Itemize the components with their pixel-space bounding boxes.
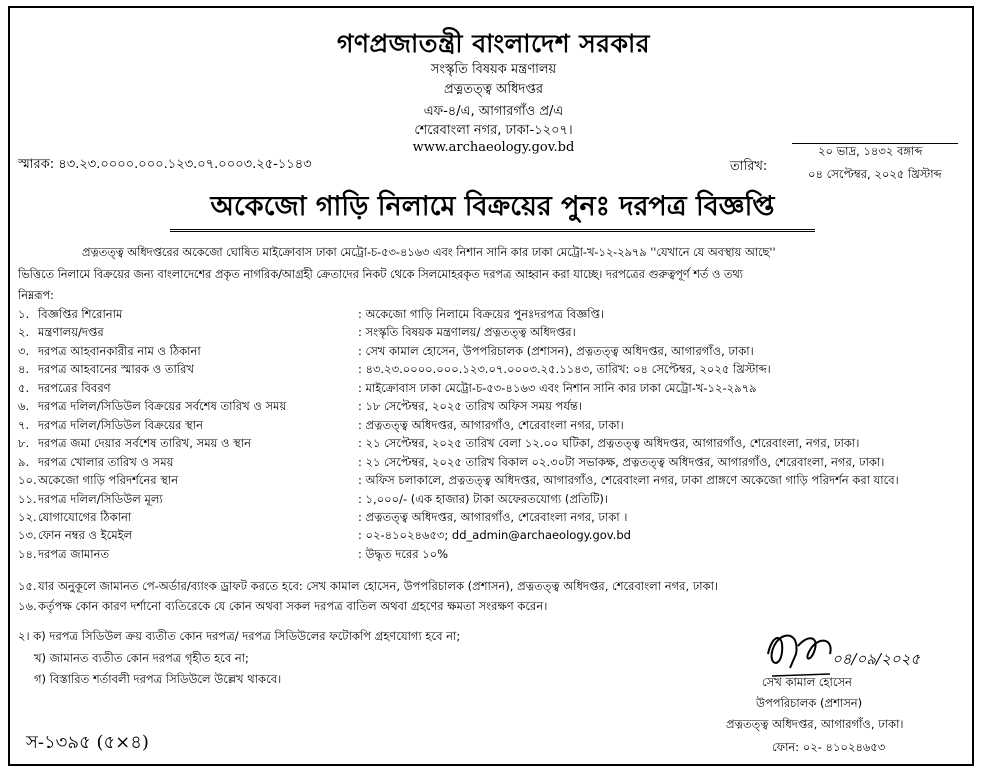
item-value: : সেখ কামাল হোসেন, উপপরিচালক (প্রশাসন), প্রত্নতত্ত্ব অধিদপ্তর, আগারগাঁও, ঢাকা। [358,343,754,358]
item-value: : সংস্কৃতি বিষয়ক মন্ত্রণালয়/ প্রত্নতত্ত্ব অধিদপ্তর। [358,325,576,340]
ad-reference-code: স-১৩৯৫ (৫×৪) [26,732,149,753]
intro-line: নিম্নরূপ: [18,289,54,302]
item-value: : মাইক্রোবাস ঢাকা মেট্রো-চ-৫৩-৪১৬৩ এবং নিশান সানি কার ঢাকা মেট্রো-খ-১২-২৯৭৯ [358,380,757,395]
item-label: দরপত্র দলিল/সিডিউল বিক্রয়ের স্থান [38,417,203,432]
item-value: : ২১ সেপ্টেম্বর, ২০২৫ তারিখ বিকাল ০২.৩০টা সভাকক্ষ, প্রত্নতত্ত্ব অধিদপ্তর, আগারগাঁও, শেরেবাংলা, নগর, ঢাকা। [358,454,885,469]
website-link[interactable]: www.archaeology.gov.bd [412,140,575,155]
item-number: ৯. [18,454,30,469]
item-value: : ১৮ সেপ্টেম্বর, ২০২৫ তারিখ অফিস সময় পর্যন্ত। [358,399,583,414]
item-value: : ১,০০০/- (এক হাজার) টাকা অফেরতযোগ্য (প্রতিটি)। [358,491,608,506]
item-label: দরপত্র আহবানকারীর নাম ও ঠিকানা [38,343,201,358]
item-text: কর্তৃপক্ষ কোন কারণ দর্শানো ব্যতিরেকে যে কোন অথবা সকল দরপত্র বাতিল অথবা গ্রহণের ক্ষমতা সংরক্ষণ করেন। [38,599,548,613]
item-number: ১৩. [18,528,37,543]
item-label: বিজ্ঞপ্তির শিরোনাম [38,307,123,321]
item-text: যার অনুকূলে জামানত পে-অর্ডার/ব্যাংক ড্রাফট করতে হবে: সেখ কামাল হোসেন, উপপরিচালক (প্রশাসন), প্রত্নতত্ত্ব অধিদপ্তর, শেরেবাংলা নগর, ঢাকা। [38,579,719,593]
item-label: ফোন নম্বর ও ইমেইল [38,528,133,543]
item-number: ৮. [18,436,30,451]
item-number: ৩. [18,343,30,358]
ministry-name: সংস্কৃতি বিষয়ক মন্ত্রণালয় [430,62,557,77]
address-line-1: এফ-৪/এ, আগারগাঁও প্র/এ [423,104,564,119]
item-value: : ৪৩.২৩.০০০০.০০০.১২৩.০৭.০০০৩.২৫.১১৪৩, তারিখ: ০৪ সেপ্টেম্বর, ২০২৫ খ্রিস্টাব্দ। [358,362,771,377]
item-number: ১১. [18,491,37,506]
date-bangla: ২০ ভাদ্র, ১৪৩২ বঙ্গাব্দ [818,144,923,158]
signature-stroke [768,636,831,668]
item-value: : উদ্ধৃত দরের ১০% [358,546,449,561]
note-line: গ) বিস্তারিত শর্তাবলী দরপত্র সিডিউলে উল্লেখ থাকবে। [34,672,282,686]
signature-date: ০৪/০৯/২০২৫ [832,650,920,668]
item-number: ৫. [18,380,30,395]
notice-title: অকেজো গাড়ি নিলামে বিক্রয়ের পুনঃ দরপত্র বিজ্ঞপ্তি [170,187,815,232]
signatory-phone: ফোন: ০২- ৪১০২৪৬৫৩ [772,740,886,754]
item-value: : ০২-৪১০২৪৬৫৩; dd_admin@archaeology.gov.bd [358,528,631,543]
note-line: ২। ক) দরপত্র সিডিউল ক্রয় ব্যতীত কোন দরপত্র/ দরপত্র সিডিউলের ফটোকপি গ্রহণযোগ্য হবে না; [18,629,461,643]
item-label: দরপত্রের বিবরণ [38,380,111,395]
item-number: ৪. [18,362,30,377]
memo-number: স্মারক: ৪৩.২৩.০০০০.০০০.১২৩.০৭.০০০৩.২৫-১১৪৩ [18,157,312,172]
item-label: দরপত্র দলিল/সিডিউল বিক্রয়ের সর্বশেষ তারিখ ও সময় [38,399,287,414]
item-number: ১০. [18,473,37,488]
signatory-office: প্রত্নতত্ত্ব অধিদপ্তর, আগারগাঁও, ঢাকা। [726,717,904,731]
item-number: ১২. [18,509,37,524]
item-value: : প্রত্নতত্ত্ব অধিদপ্তর, আগারগাঁও, শেরেবাংলা নগর, ঢাকা । [358,509,628,524]
item-label: যোগাযোগের ঠিকানা [38,509,132,524]
item-label: দরপত্র দলিল/সিডিউল মূল্য [38,491,163,506]
item-label: দরপত্র জমা দেয়ার সর্বশেষ তারিখ, সময় ও স্থান [38,436,251,451]
item-number: ১৪. [18,546,37,561]
item-number: ৬. [18,399,30,414]
item-value: : অকেজো গাড়ি নিলামে বিক্রয়ের পুনঃদরপত্র বিজ্ঞপ্তি। [358,307,605,321]
item-number: ২. [18,325,30,340]
department-name: প্রত্নতত্ত্ব অধিদপ্তর [443,82,544,97]
intro-line: প্রত্নতত্ত্ব অধিদপ্তরের অকেজো ঘোষিত মাইক্রোবাস ঢাকা মেট্রো-চ-৫৩-৪১৬৩ এবং নিশান সানি কার ঢাকা মেট্রো-খ-১২-২৯৭৯ ''যেখানে যে অবস্থায় আছে'' [82,246,776,259]
signatory-name: সেখ কামাল হোসেন [762,675,852,689]
item-value: : অফিস চলাকালে, প্রত্নতত্ত্ব অধিদপ্তর, আগারগাঁও, শেরেবাংলা নগর, ঢাকা প্রাঙ্গণে অকেজো গাড়ি পরিদর্শন করা যাবে। [358,473,899,488]
item-label: দরপত্র আহবানের স্মারক ও তারিখ [38,362,194,377]
item-number: ১৫. [18,579,37,593]
signatory-designation: উপপরিচালক (প্রশাসন) [756,696,863,710]
item-number: ১. [18,307,30,321]
item-label: মন্ত্রণালয়/দপ্তর [38,325,104,340]
item-value: : প্রত্নতত্ত্ব অধিদপ্তর, আগারগাঁও, শেরেবাংলা নগর, ঢাকা। [358,417,624,432]
item-value: : ২১ সেপ্টেম্বর, ২০২৫ তারিখ বেলা ১২.০০ ঘটিকা, প্রত্নতত্ত্ব অধিদপ্তর, আগারগাঁও, শেরেবাংলা, নগর, ঢাকা। [358,436,860,451]
date-label: তারিখ: [730,159,768,174]
item-number: ১৬. [18,599,37,613]
intro-line: ভিত্তিতে নিলামে বিক্রয়ের জন্য বাংলাদেশের প্রকৃত নাগরিক/আগ্রহী ক্রেতাদের নিকট থেকে সিলমোহরকৃত দরপত্র আহ্বান করা যাচ্ছে। দরপত্রের গুরুত্বপূর্ণ শর্ত ও তথ্য [18,267,743,281]
intro-paragraph [18,242,968,307]
item-label: দরপত্র জামানত [38,546,110,561]
government-name: গণপ্রজাতন্ত্রী বাংলাদেশ সরকার [337,29,650,58]
item-number: ৭. [18,417,30,432]
address-line-2: শেরেবাংলা নগর, ঢাকা-১২০৭। [414,123,573,138]
item-label: দরপত্র খোলার তারিখ ও সময় [38,454,174,469]
note-line: খ) জামানত ব্যতীত কোন দরপত্র গৃহীত হবে না; [34,651,249,665]
date-english: ০৪ সেপ্টেম্বর, ২০২৫ খ্রিস্টাব্দ [808,167,942,181]
item-label: অকেজো গাড়ি পরিদর্শনের স্থান [38,473,179,488]
